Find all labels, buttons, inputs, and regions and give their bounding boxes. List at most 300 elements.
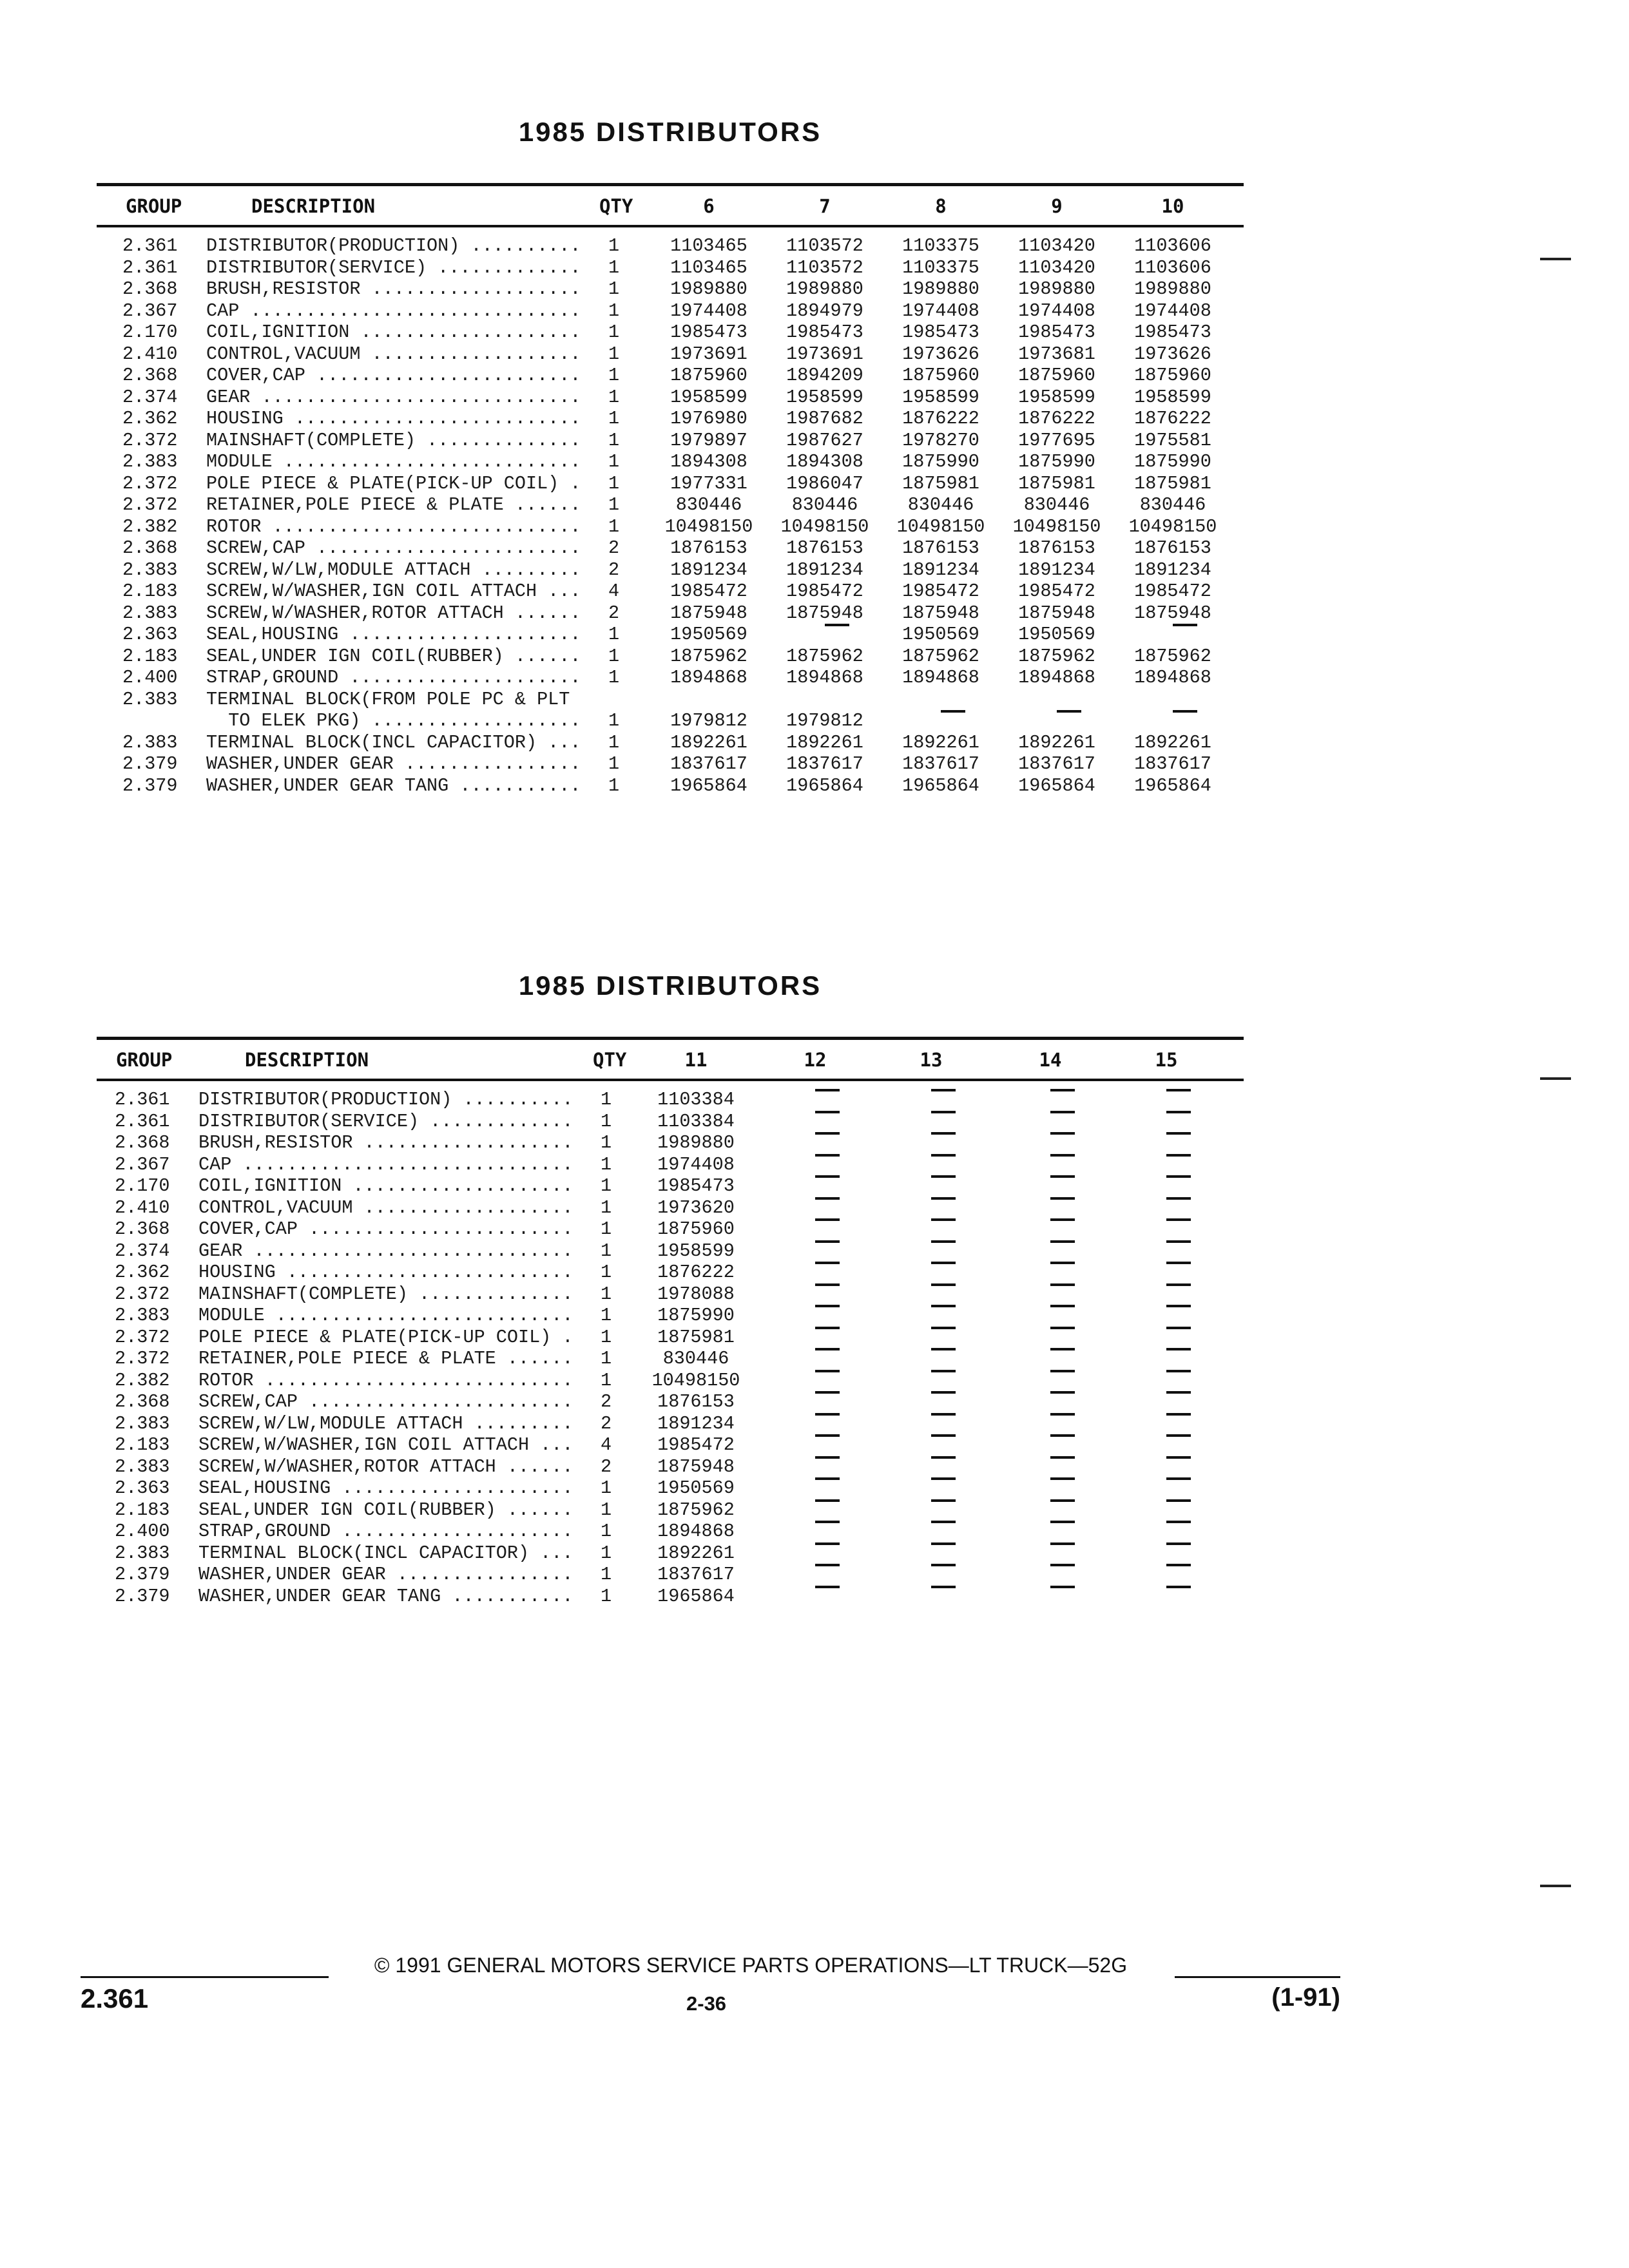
qty-cell: 1 (601, 1585, 612, 1607)
part-number-cell: 1987627 (786, 429, 863, 451)
part-number-cell: 1876222 (1134, 408, 1211, 429)
page-footer (81, 1952, 1340, 2030)
group-cell: 2.372 (122, 472, 178, 494)
table-row (97, 1089, 1244, 1111)
qty-cell: 1 (608, 515, 620, 537)
not-applicable-dash (1166, 1370, 1191, 1372)
not-applicable-dash (1166, 1348, 1191, 1350)
part-number-cell: 1978088 (657, 1283, 735, 1305)
group-cell: 2.382 (115, 1369, 170, 1391)
group-cell: 2.368 (115, 1391, 170, 1412)
table-row (97, 1132, 1244, 1154)
description-cell: SEAL,HOUSING ..................... (206, 624, 581, 645)
table-row (97, 1413, 1244, 1435)
header-col: 9 (1051, 195, 1063, 217)
part-number-cell: 1103375 (902, 235, 979, 256)
not-applicable-dash (931, 1089, 956, 1091)
table-row (97, 1434, 1244, 1456)
header-col: 13 (920, 1049, 943, 1071)
part-number-cell: 1894868 (1134, 667, 1211, 688)
group-cell: 2.372 (122, 494, 178, 515)
part-number-cell: 1103465 (670, 256, 747, 278)
qty-cell: 1 (601, 1564, 612, 1585)
part-number-cell: 1950569 (657, 1477, 735, 1499)
not-applicable-dash (815, 1154, 840, 1157)
table-row (97, 602, 1244, 624)
not-applicable-dash (931, 1542, 956, 1545)
part-number-cell: 1977695 (1018, 429, 1095, 451)
section-title: 1985 DISTRIBUTORS (518, 970, 822, 1001)
table-row (97, 300, 1244, 322)
not-applicable-dash (931, 1586, 956, 1588)
description-cell: SEAL,UNDER IGN COIL(RUBBER) ...... (206, 645, 581, 667)
part-number-cell: 1875948 (1134, 602, 1211, 624)
qty-cell: 1 (601, 1240, 612, 1262)
part-number-cell: 1973626 (902, 343, 979, 365)
group-cell: 2.368 (122, 537, 178, 559)
not-applicable-dash (931, 1521, 956, 1523)
footer-group-ref: 2.361 (81, 1983, 149, 2013)
table-row (97, 1391, 1244, 1413)
part-number-cell: 1977331 (670, 472, 747, 494)
qty-cell: 1 (608, 472, 620, 494)
table-row (97, 1262, 1244, 1283)
part-number-cell: 10498150 (1128, 515, 1217, 537)
header-qty: QTY (593, 1049, 627, 1071)
part-number-cell: 1103572 (786, 235, 863, 256)
margin-mark (1540, 1077, 1571, 1080)
table-row (97, 278, 1244, 300)
qty-cell: 1 (601, 1348, 612, 1369)
qty-cell: 1 (601, 1369, 612, 1391)
qty-cell: 1 (608, 667, 620, 688)
qty-cell: 1 (601, 1110, 612, 1132)
part-number-cell: 1837617 (786, 753, 863, 774)
table-row (97, 537, 1244, 559)
description-cell: COVER,CAP ........................ (198, 1218, 574, 1240)
part-number-cell: 1103384 (657, 1089, 735, 1110)
not-applicable-dash (815, 1391, 840, 1394)
not-applicable-dash (815, 1305, 840, 1307)
qty-cell: 1 (601, 1521, 612, 1542)
group-cell: 2.183 (122, 645, 178, 667)
group-cell: 2.382 (122, 515, 178, 537)
part-number-cell: 1892261 (1018, 731, 1095, 753)
qty-cell: 1 (608, 365, 620, 386)
group-cell: 2.368 (122, 365, 178, 386)
not-applicable-dash (931, 1175, 956, 1178)
description-cell: POLE PIECE & PLATE(PICK-UP COIL) . (206, 472, 581, 494)
description-cell: STRAP,GROUND ..................... (198, 1521, 574, 1542)
table-row (97, 1499, 1244, 1521)
group-cell: 2.183 (115, 1434, 170, 1456)
part-number-cell: 1875960 (1134, 365, 1211, 386)
part-number-cell: 1894209 (786, 365, 863, 386)
header-col: 8 (935, 195, 947, 217)
part-number-cell: 1965864 (657, 1585, 735, 1607)
description-cell: DISTRIBUTOR(PRODUCTION) .......... (198, 1089, 574, 1110)
header-col: 14 (1039, 1049, 1062, 1071)
not-applicable-dash (1050, 1564, 1075, 1566)
part-number-cell: 1875990 (657, 1305, 735, 1326)
part-number-cell: 1103572 (786, 256, 863, 278)
group-cell: 2.383 (115, 1542, 170, 1564)
not-applicable-dash (931, 1305, 956, 1307)
not-applicable-dash (931, 1154, 956, 1157)
qty-cell: 1 (601, 1089, 612, 1110)
description-cell: SCREW,W/WASHER,ROTOR ATTACH ...... (206, 602, 581, 624)
group-cell: 2.361 (122, 235, 178, 256)
description-cell: DISTRIBUTOR(SERVICE) ............. (206, 256, 581, 278)
part-number-cell: 1876222 (657, 1262, 735, 1283)
part-number-cell: 1979897 (670, 429, 747, 451)
group-cell: 2.383 (115, 1456, 170, 1477)
footer-page-number: 2-36 (686, 1992, 727, 2015)
part-number-cell: 1985473 (670, 322, 747, 343)
not-applicable-dash (815, 1327, 840, 1329)
header-description: DESCRIPTION (245, 1049, 369, 1071)
part-number-cell: 1875981 (1134, 472, 1211, 494)
qty-cell: 2 (601, 1456, 612, 1477)
part-number-cell: 1875962 (786, 645, 863, 667)
part-number-cell: 1965864 (670, 774, 747, 796)
table-row (97, 753, 1244, 775)
not-applicable-dash (815, 1240, 840, 1243)
group-cell: 2.383 (115, 1412, 170, 1434)
qty-cell: 1 (601, 1283, 612, 1305)
not-applicable-dash (815, 1348, 840, 1350)
part-number-cell: 1894868 (670, 667, 747, 688)
not-applicable-dash (1166, 1327, 1191, 1329)
not-applicable-dash (1050, 1305, 1075, 1307)
not-applicable-dash (1050, 1477, 1075, 1480)
description-cell: COIL,IGNITION .................... (206, 322, 581, 343)
part-number-cell: 1985472 (1018, 581, 1095, 602)
part-number-cell: 1875948 (1018, 602, 1095, 624)
group-cell: 2.379 (115, 1564, 170, 1585)
description-cell: MAINSHAFT(COMPLETE) .............. (206, 429, 581, 451)
not-applicable-dash (1166, 1434, 1191, 1437)
description-cell: TERMINAL BLOCK(INCL CAPACITOR) ... (206, 731, 581, 753)
not-applicable-dash (1166, 1175, 1191, 1178)
part-number-cell: 1985472 (670, 581, 747, 602)
table-row (97, 494, 1244, 516)
section-title: 1985 DISTRIBUTORS (518, 117, 822, 147)
not-applicable-dash (931, 1564, 956, 1566)
table-row (97, 732, 1244, 754)
not-applicable-dash (815, 1434, 840, 1437)
part-number-cell: 1989880 (670, 278, 747, 300)
qty-cell: 1 (608, 774, 620, 796)
part-number-cell: 1891234 (670, 559, 747, 581)
not-applicable-dash (1166, 1586, 1191, 1588)
parts-table-section-2 (97, 970, 1244, 1607)
description-cell: MODULE ........................... (198, 1305, 574, 1326)
description-cell: TERMINAL BLOCK(INCL CAPACITOR) ... (198, 1542, 574, 1564)
header-col: 15 (1155, 1049, 1178, 1071)
not-applicable-dash (1050, 1348, 1075, 1350)
not-applicable-dash (931, 1391, 956, 1394)
table-row (97, 1305, 1244, 1327)
part-number-cell: 1875990 (1018, 451, 1095, 472)
group-cell: 2.379 (122, 753, 178, 774)
part-number-cell: 1950569 (902, 624, 979, 645)
header-qty: QTY (599, 195, 633, 217)
part-number-cell: 10498150 (780, 515, 869, 537)
group-cell: 2.410 (122, 343, 178, 365)
description-cell: BRUSH,RESISTOR ................... (198, 1132, 574, 1153)
description-cell: SCREW,W/WASHER,IGN COIL ATTACH ... (206, 581, 581, 602)
not-applicable-dash (815, 1132, 840, 1135)
part-number-cell: 1973691 (670, 343, 747, 365)
not-applicable-dash (931, 1132, 956, 1135)
table-row (97, 408, 1244, 430)
qty-cell: 1 (601, 1262, 612, 1283)
not-applicable-dash (815, 1111, 840, 1113)
group-cell: 2.362 (122, 408, 178, 429)
part-number-cell: 1875981 (1018, 472, 1095, 494)
part-number-cell: 1875981 (657, 1326, 735, 1348)
part-number-cell: 1979812 (670, 710, 747, 731)
description-cell: SCREW,W/WASHER,ROTOR ATTACH ...... (198, 1456, 574, 1477)
group-cell: 2.361 (122, 256, 178, 278)
table-row (97, 1154, 1244, 1176)
qty-cell: 1 (608, 343, 620, 365)
group-cell: 2.374 (122, 386, 178, 408)
part-number-cell: 1894308 (670, 451, 747, 472)
part-number-cell: 1978270 (902, 429, 979, 451)
qty-cell: 1 (608, 278, 620, 300)
not-applicable-dash (1050, 1262, 1075, 1264)
part-number-cell: 830446 (1139, 494, 1206, 515)
header-description: DESCRIPTION (251, 195, 376, 217)
not-applicable-dash (931, 1283, 956, 1286)
table-row (97, 646, 1244, 668)
part-number-cell: 1894308 (786, 451, 863, 472)
not-applicable-dash (1050, 1327, 1075, 1329)
part-number-cell: 1958599 (670, 386, 747, 408)
not-applicable-dash (931, 1456, 956, 1459)
part-number-cell: 1985473 (786, 322, 863, 343)
description-cell: TO ELEK PKG) ................... (206, 710, 581, 731)
part-number-cell: 1976980 (670, 408, 747, 429)
group-cell: 2.363 (115, 1477, 170, 1499)
header-bottom-rule (97, 225, 1244, 227)
not-applicable-dash (815, 1521, 840, 1523)
group-cell: 2.383 (122, 559, 178, 581)
not-applicable-dash (1166, 1132, 1191, 1135)
qty-cell: 1 (608, 256, 620, 278)
not-applicable-dash (941, 710, 965, 713)
table-row (97, 451, 1244, 473)
table-row (97, 1521, 1244, 1542)
description-cell: GEAR ............................. (198, 1240, 574, 1262)
table-row (97, 1197, 1244, 1219)
qty-cell: 1 (608, 451, 620, 472)
not-applicable-dash (815, 1477, 840, 1480)
part-number-cell: 1875962 (1018, 645, 1095, 667)
part-number-cell: 1875960 (657, 1218, 735, 1240)
not-applicable-dash (815, 1218, 840, 1221)
part-number-cell: 1974408 (902, 300, 979, 322)
qty-cell: 2 (608, 559, 620, 581)
not-applicable-dash (931, 1262, 956, 1264)
part-number-cell: 1876153 (1018, 537, 1095, 559)
part-number-cell: 1985473 (657, 1175, 735, 1196)
description-cell: CONTROL,VACUUM ................... (206, 343, 581, 365)
group-cell: 2.400 (122, 667, 178, 688)
description-cell: TERMINAL BLOCK(FROM POLE PC & PLT (206, 688, 570, 710)
description-cell: MODULE ........................... (206, 451, 581, 472)
not-applicable-dash (1050, 1132, 1075, 1135)
part-number-cell: 1950569 (1018, 624, 1095, 645)
part-number-cell: 1103465 (670, 235, 747, 256)
part-number-cell: 1876153 (1134, 537, 1211, 559)
qty-cell: 1 (608, 494, 620, 515)
table-row (97, 343, 1244, 365)
not-applicable-dash (1050, 1111, 1075, 1113)
part-number-cell: 1875962 (670, 645, 747, 667)
part-number-cell: 1875948 (670, 602, 747, 624)
footer-rule-left (81, 1976, 329, 1978)
not-applicable-dash (1050, 1089, 1075, 1091)
not-applicable-dash (815, 1413, 840, 1416)
description-cell: ROTOR ............................ (198, 1369, 574, 1391)
qty-cell: 1 (608, 322, 620, 343)
group-cell: 2.374 (115, 1240, 170, 1262)
part-number-cell: 1989880 (1018, 278, 1095, 300)
description-cell: RETAINER,POLE PIECE & PLATE ...... (198, 1348, 574, 1369)
not-applicable-dash (815, 1564, 840, 1566)
not-applicable-dash (815, 1089, 840, 1091)
part-number-cell: 10498150 (896, 515, 985, 537)
part-number-cell: 1985472 (657, 1434, 735, 1456)
qty-cell: 4 (608, 581, 620, 602)
part-number-cell: 1965864 (786, 774, 863, 796)
part-number-cell: 1876222 (1018, 408, 1095, 429)
part-number-cell: 1973626 (1134, 343, 1211, 365)
part-number-cell: 1985473 (1134, 322, 1211, 343)
part-number-cell: 1891234 (786, 559, 863, 581)
part-number-cell: 830446 (662, 1348, 729, 1369)
part-number-cell: 1876153 (786, 537, 863, 559)
part-number-cell: 1876153 (902, 537, 979, 559)
group-cell: 2.400 (115, 1521, 170, 1542)
not-applicable-dash (1166, 1391, 1191, 1394)
margin-mark (1540, 258, 1571, 260)
group-cell: 2.183 (122, 581, 178, 602)
header-col: 11 (684, 1049, 708, 1071)
table-row (97, 322, 1244, 343)
header-col: 10 (1161, 195, 1184, 217)
not-applicable-dash (931, 1197, 956, 1200)
group-cell: 2.383 (122, 602, 178, 624)
description-cell: COVER,CAP ........................ (206, 365, 581, 386)
part-number-cell: 1965864 (1018, 774, 1095, 796)
group-cell: 2.363 (122, 624, 178, 645)
not-applicable-dash (1166, 1564, 1191, 1566)
table-row (97, 1542, 1244, 1564)
group-cell: 2.410 (115, 1196, 170, 1218)
qty-cell: 1 (601, 1326, 612, 1348)
description-cell: STRAP,GROUND ..................... (206, 667, 581, 688)
table-row (97, 1456, 1244, 1478)
part-number-cell: 1876153 (657, 1391, 735, 1412)
not-applicable-dash (931, 1370, 956, 1372)
part-number-cell: 1989880 (657, 1132, 735, 1153)
description-cell: WASHER,UNDER GEAR TANG ........... (198, 1585, 574, 1607)
table-row (97, 710, 1244, 732)
not-applicable-dash (1050, 1456, 1075, 1459)
not-applicable-dash (931, 1434, 956, 1437)
group-cell: 2.361 (115, 1089, 170, 1110)
qty-cell: 1 (608, 624, 620, 645)
header-col: 6 (703, 195, 715, 217)
description-cell: COIL,IGNITION .................... (198, 1175, 574, 1196)
not-applicable-dash (815, 1456, 840, 1459)
not-applicable-dash (1173, 624, 1197, 626)
not-applicable-dash (931, 1413, 956, 1416)
not-applicable-dash (815, 1283, 840, 1286)
not-applicable-dash (825, 624, 849, 626)
not-applicable-dash (1050, 1499, 1075, 1502)
group-cell: 2.383 (122, 688, 178, 710)
part-number-cell: 1892261 (657, 1542, 735, 1564)
group-cell: 2.361 (115, 1110, 170, 1132)
not-applicable-dash (1050, 1154, 1075, 1157)
not-applicable-dash (1050, 1218, 1075, 1221)
header-group: GROUP (126, 195, 182, 217)
part-number-cell: 1985473 (1018, 322, 1095, 343)
part-number-cell: 1974408 (657, 1153, 735, 1175)
group-cell: 2.379 (115, 1585, 170, 1607)
table-body (97, 235, 1244, 796)
part-number-cell: 1892261 (670, 731, 747, 753)
table-row (97, 581, 1244, 602)
not-applicable-dash (815, 1262, 840, 1264)
description-cell: WASHER,UNDER GEAR ................ (198, 1564, 574, 1585)
not-applicable-dash (931, 1348, 956, 1350)
part-number-cell: 1875990 (902, 451, 979, 472)
not-applicable-dash (1050, 1175, 1075, 1178)
description-cell: CAP .............................. (206, 300, 581, 322)
part-number-cell: 1985472 (1134, 581, 1211, 602)
part-number-cell: 1875948 (902, 602, 979, 624)
qty-cell: 1 (601, 1218, 612, 1240)
group-cell: 2.383 (115, 1305, 170, 1326)
part-number-cell: 1875960 (670, 365, 747, 386)
qty-cell: 1 (601, 1153, 612, 1175)
group-cell: 2.372 (115, 1348, 170, 1369)
description-cell: SEAL,UNDER IGN COIL(RUBBER) ...... (198, 1499, 574, 1521)
table-row (97, 1111, 1244, 1133)
not-applicable-dash (815, 1370, 840, 1372)
part-number-cell: 1989880 (1134, 278, 1211, 300)
table-row (97, 430, 1244, 452)
part-number-cell: 1989880 (786, 278, 863, 300)
part-number-cell: 1875962 (657, 1499, 735, 1521)
not-applicable-dash (1166, 1240, 1191, 1243)
part-number-cell: 1103375 (902, 256, 979, 278)
description-cell: MAINSHAFT(COMPLETE) .............. (198, 1283, 574, 1305)
part-number-cell: 1875962 (1134, 645, 1211, 667)
header-col: 12 (804, 1049, 827, 1071)
not-applicable-dash (1050, 1434, 1075, 1437)
not-applicable-dash (1050, 1521, 1075, 1523)
footer-revision: (1-91) (1271, 1983, 1340, 2012)
part-number-cell: 1965864 (1134, 774, 1211, 796)
part-number-cell: 1103384 (657, 1110, 735, 1132)
